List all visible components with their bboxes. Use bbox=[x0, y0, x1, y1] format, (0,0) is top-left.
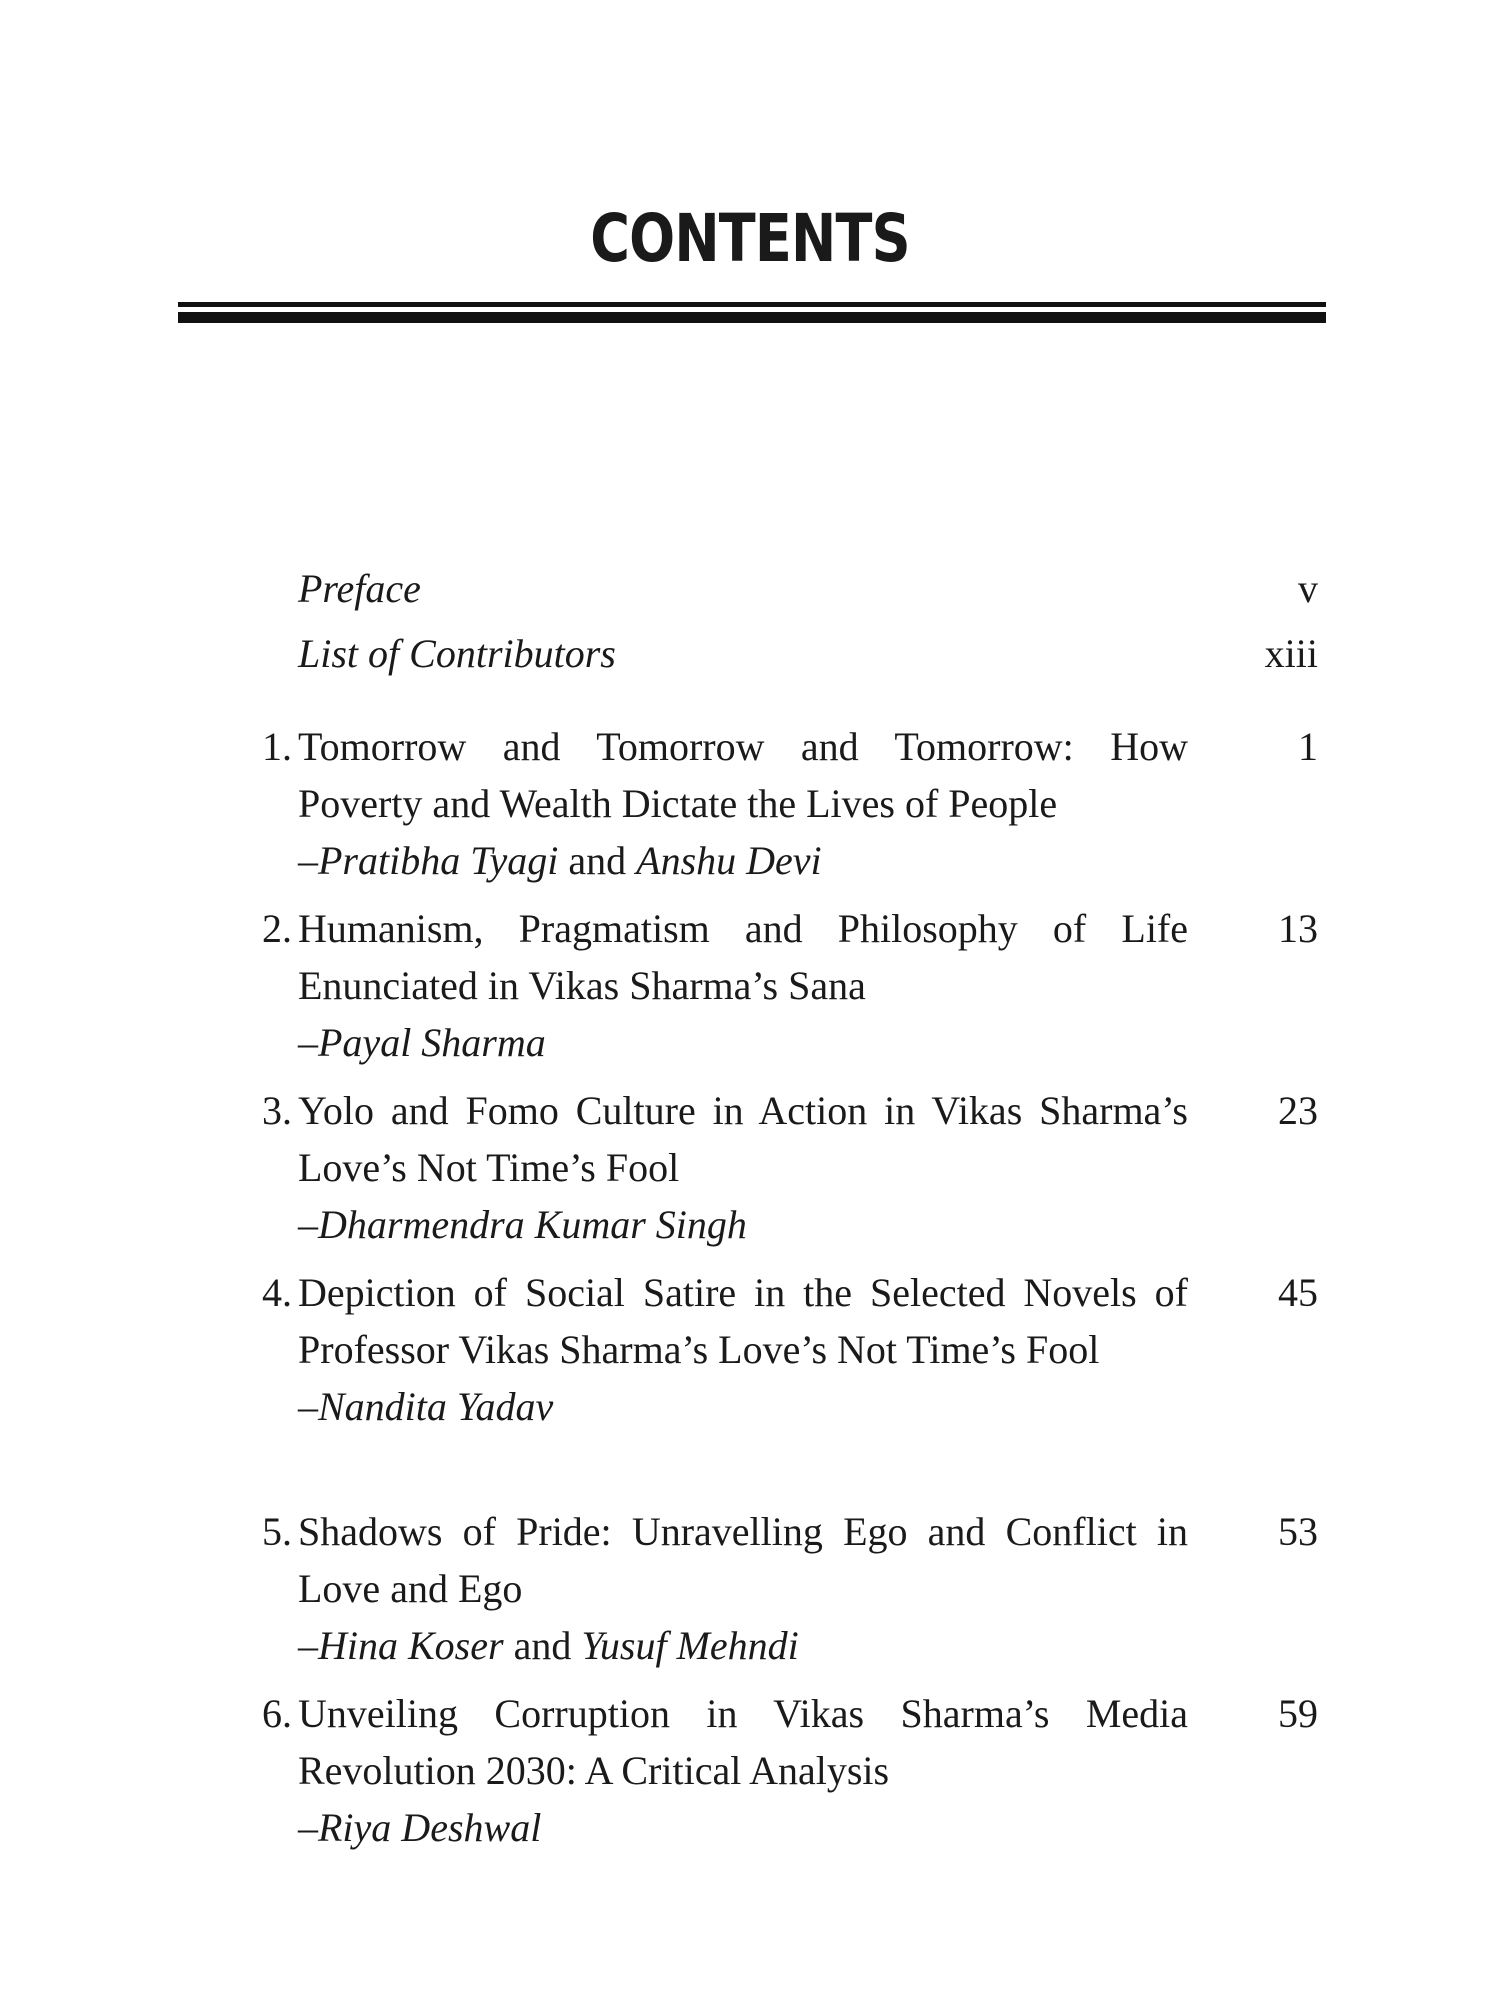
heading-rule-thin bbox=[178, 302, 1326, 307]
author-name: Nandita Yadav bbox=[318, 1384, 554, 1429]
chapter-body bbox=[298, 1503, 1188, 1674]
author-name: Hina Koser bbox=[318, 1623, 504, 1668]
chapter-number: 1. bbox=[262, 724, 292, 769]
chapter-authors bbox=[298, 1799, 1188, 1856]
author-dash: – bbox=[298, 1020, 318, 1065]
author-connector: and bbox=[558, 838, 637, 883]
chapter-page-number: 59 bbox=[1278, 1691, 1318, 1736]
chapter-title: Depiction of Social Satire in the Selected Novels of Professor Vikas Sharma’s Love’s Not Time’s Fool bbox=[298, 1270, 1188, 1372]
front-title: List of Contributors bbox=[298, 631, 616, 676]
chapter-title: Shadows of Pride: Unravelling Ego and Conflict in Love and Ego bbox=[298, 1509, 1188, 1611]
author-dash: – bbox=[298, 838, 318, 883]
chapter-body bbox=[298, 1082, 1188, 1253]
front-page-number: xiii bbox=[1264, 631, 1318, 676]
chapter-title: Yolo and Fomo Culture in Action in Vikas Sharma’s Love’s Not Time’s Fool bbox=[298, 1088, 1188, 1190]
chapter-number: 3. bbox=[262, 1088, 292, 1133]
chapter-title: Humanism, Pragmatism and Philosophy of Life Enunciated in Vikas Sharma’s Sana bbox=[298, 906, 1188, 1008]
toc-front-preface bbox=[298, 560, 1318, 617]
chapter-number: 6. bbox=[262, 1691, 292, 1736]
author-dash: – bbox=[298, 1623, 318, 1668]
chapter-body bbox=[298, 1264, 1188, 1435]
chapter-title: Tomorrow and Tomorrow and Tomorrow: How Poverty and Wealth Dictate the Lives of People bbox=[298, 724, 1188, 826]
author-connector: and bbox=[503, 1623, 582, 1668]
chapter-page-number: 13 bbox=[1278, 906, 1318, 951]
author-name: Payal Sharma bbox=[318, 1020, 546, 1065]
chapter-number: 4. bbox=[262, 1270, 292, 1315]
author-dash: – bbox=[298, 1805, 318, 1850]
author-name: Pratibha Tyagi bbox=[318, 838, 559, 883]
chapter-number: 2. bbox=[262, 906, 292, 951]
chapter-authors bbox=[298, 1378, 1188, 1435]
front-title: Preface bbox=[298, 566, 421, 611]
chapter-title: Unveiling Corruption in Vikas Sharma’s Media Revolution 2030: A Critical Analysis bbox=[298, 1691, 1188, 1793]
chapter-number: 5. bbox=[262, 1509, 292, 1554]
heading-rule-thick bbox=[178, 312, 1326, 323]
chapter-authors bbox=[298, 832, 1188, 889]
chapter-body bbox=[298, 1685, 1188, 1856]
chapter-body bbox=[298, 900, 1188, 1071]
toc-front-contributors bbox=[298, 625, 1318, 682]
author-name: Anshu Devi bbox=[636, 838, 822, 883]
author-dash: – bbox=[298, 1202, 318, 1247]
chapter-page-number: 53 bbox=[1278, 1509, 1318, 1554]
chapter-page-number: 23 bbox=[1278, 1088, 1318, 1133]
author-name: Yusuf Mehndi bbox=[581, 1623, 799, 1668]
chapter-body bbox=[298, 718, 1188, 889]
chapter-authors bbox=[298, 1014, 1188, 1071]
chapter-authors bbox=[298, 1617, 1188, 1674]
author-name: Riya Deshwal bbox=[318, 1805, 542, 1850]
author-dash: – bbox=[298, 1384, 318, 1429]
chapter-page-number: 45 bbox=[1278, 1270, 1318, 1315]
chapter-page-number: 1 bbox=[1298, 724, 1318, 769]
chapter-authors bbox=[298, 1196, 1188, 1253]
front-page-number: v bbox=[1298, 566, 1318, 611]
author-name: Dharmendra Kumar Singh bbox=[318, 1202, 747, 1247]
contents-heading: CONTENTS bbox=[590, 200, 910, 277]
